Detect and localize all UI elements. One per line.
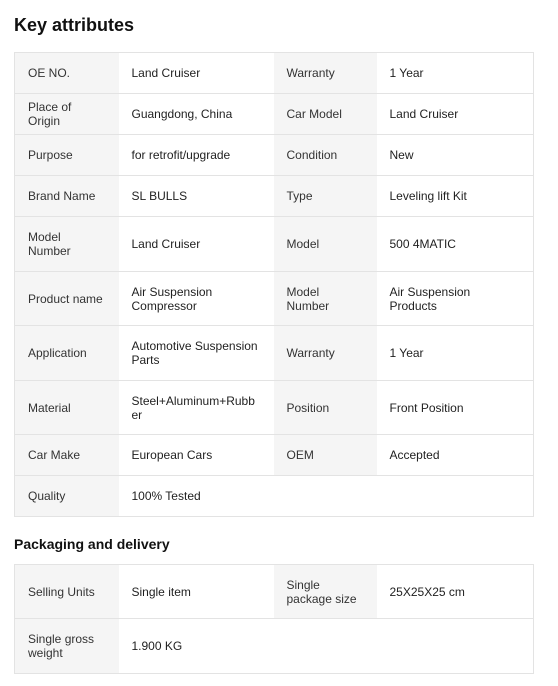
- attribute-label: Model Number: [274, 272, 377, 326]
- attribute-value: New: [377, 135, 534, 176]
- attribute-label: Brand Name: [15, 176, 119, 217]
- packaging-row: [15, 565, 534, 619]
- attribute-value: 100% Tested: [119, 476, 274, 517]
- attribute-value: Accepted: [377, 435, 534, 476]
- key-attributes-table: [14, 52, 534, 517]
- attribute-value: Automotive Suspension Parts: [119, 326, 274, 381]
- key-attributes-title: Key attributes: [14, 15, 135, 35]
- attribute-value: for retrofit/upgrade: [119, 135, 274, 176]
- product-specs: [0, 11, 558, 674]
- attribute-value: Land Cruiser: [119, 53, 274, 94]
- attribute-row: [15, 435, 534, 476]
- attribute-label: Car Model: [274, 94, 377, 135]
- attribute-row: [15, 381, 534, 435]
- attribute-label: Warranty: [274, 326, 377, 381]
- attribute-label: Place of Origin: [15, 94, 119, 135]
- attribute-value: Land Cruiser: [119, 217, 274, 272]
- attribute-row: [15, 53, 534, 94]
- attribute-row: [15, 272, 534, 326]
- attribute-label: OE NO.: [15, 53, 119, 94]
- packaging-label: Selling Units: [15, 565, 119, 619]
- packaging-value: 25X25X25 cm: [377, 565, 534, 619]
- packaging-value: Single item: [119, 565, 274, 619]
- attribute-label: Position: [274, 381, 377, 435]
- attribute-row: [15, 217, 534, 272]
- attribute-label: Quality: [15, 476, 119, 517]
- attribute-label: Warranty: [274, 53, 377, 94]
- attribute-value: 1 Year: [377, 53, 534, 94]
- packaging-label: Single package size: [274, 565, 377, 619]
- attribute-row: [15, 135, 534, 176]
- attribute-label: OEM: [274, 435, 377, 476]
- attribute-label: Model Number: [15, 217, 119, 272]
- attribute-label: Purpose: [15, 135, 119, 176]
- attribute-label: Product name: [15, 272, 119, 326]
- attribute-value: 500 4MATIC: [377, 217, 534, 272]
- attribute-row: [15, 94, 534, 135]
- attribute-value: Air Suspension Products: [377, 272, 534, 326]
- attribute-value: Front Position: [377, 381, 534, 435]
- attribute-value: Land Cruiser: [377, 94, 534, 135]
- attribute-row: [15, 326, 534, 381]
- empty-cell: [274, 476, 377, 517]
- attribute-label: Type: [274, 176, 377, 217]
- packaging-row: [15, 619, 534, 674]
- attribute-value: Air Suspension Compressor: [119, 272, 274, 326]
- empty-cell: [377, 619, 534, 674]
- attribute-value: European Cars: [119, 435, 274, 476]
- attribute-label: Model: [274, 217, 377, 272]
- attribute-value: Steel+Aluminum+Rubber: [119, 381, 274, 435]
- packaging-label: Single gross weight: [15, 619, 119, 674]
- attribute-value: Leveling lift Kit: [377, 176, 534, 217]
- attribute-value: 1 Year: [377, 326, 534, 381]
- attribute-value: Guangdong, China: [119, 94, 274, 135]
- attribute-label: Car Make: [15, 435, 119, 476]
- packaging-table: [14, 564, 534, 674]
- attribute-label: Condition: [274, 135, 377, 176]
- packaging-title: Packaging and delivery: [14, 536, 170, 552]
- packaging-value: 1.900 KG: [119, 619, 274, 674]
- attribute-label: Application: [15, 326, 119, 381]
- attribute-value: SL BULLS: [119, 176, 274, 217]
- attribute-row: [15, 176, 534, 217]
- empty-cell: [377, 476, 534, 517]
- empty-cell: [274, 619, 377, 674]
- attribute-label: Material: [15, 381, 119, 435]
- attribute-row: [15, 476, 534, 517]
